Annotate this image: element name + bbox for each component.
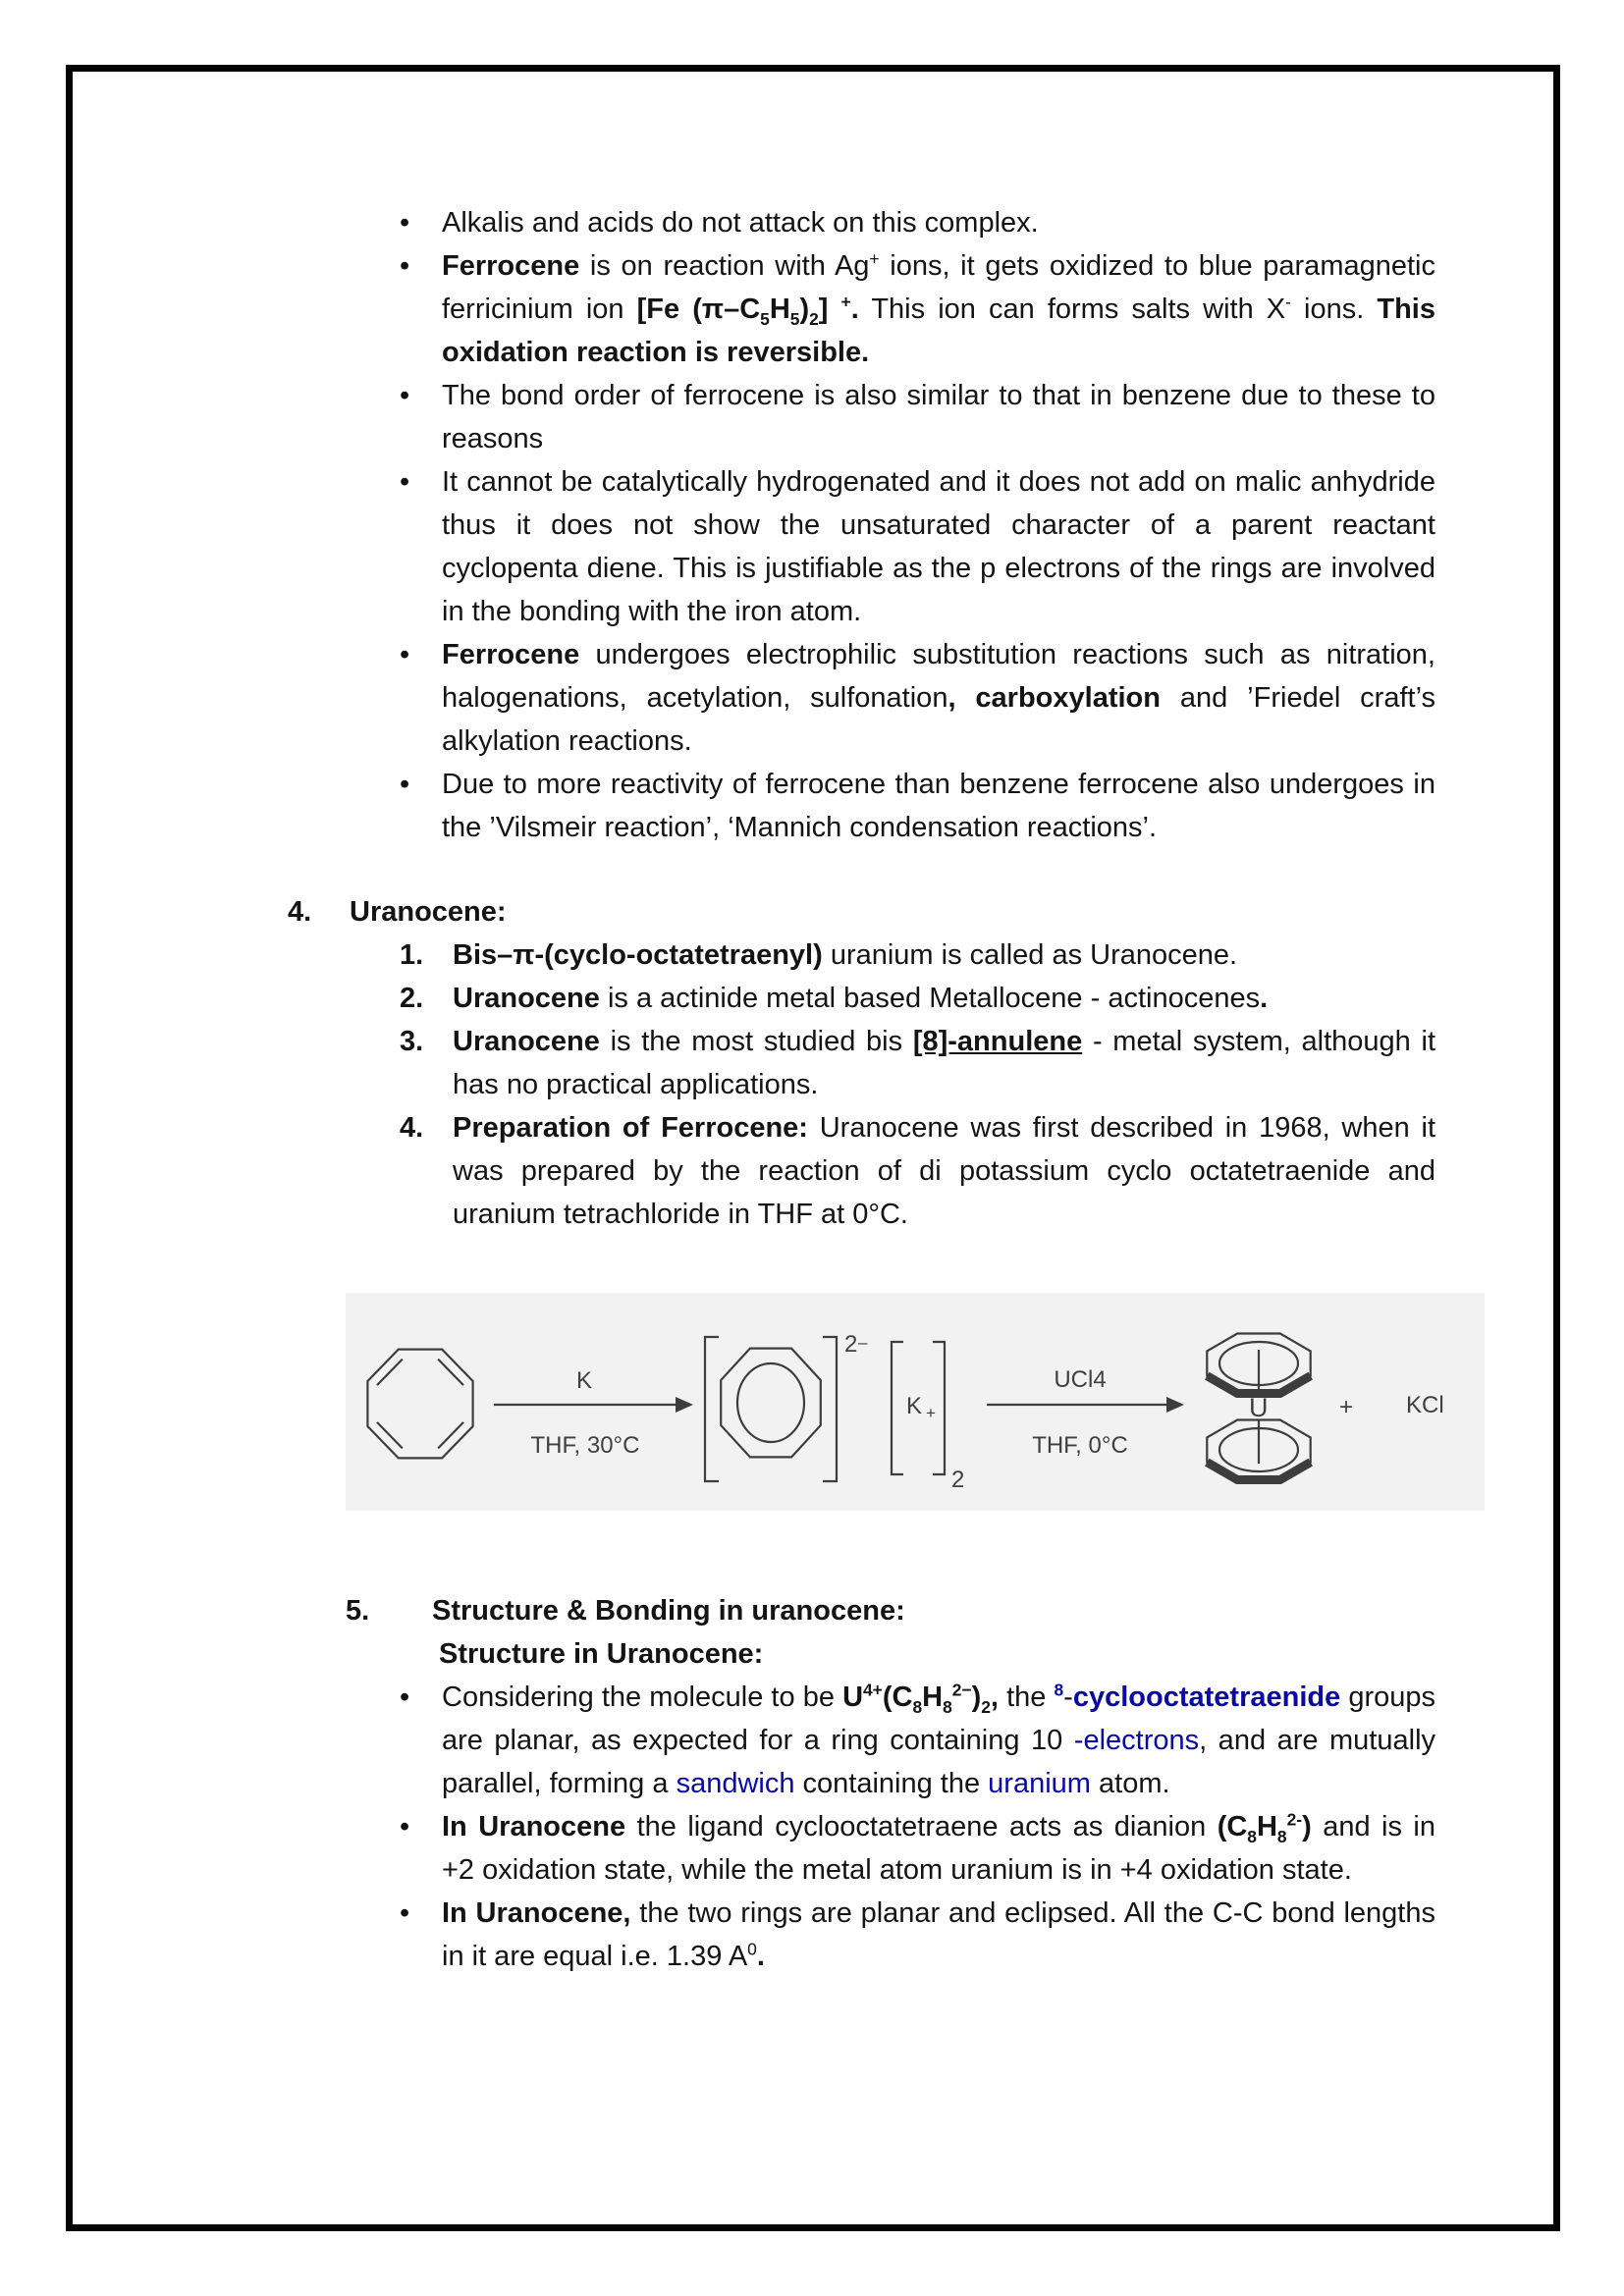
list-item (288, 1805, 1435, 1892)
list-item-text: Ferrocene is on reaction with Ag+ ions, it gets oxidized to blue paramagnetic ferricinium ion [Fe $(\pi-C_5H_5)_2$] +. This ion can forms salts with X- ions. This oxidation reaction is reversible. (442, 248, 1435, 368)
conditions-1-label: THF, 30°C (530, 1432, 640, 1459)
bullet-marker: • (400, 466, 410, 498)
reaction-arrow-2 (987, 1366, 1184, 1459)
page-border-frame (66, 65, 1560, 2231)
number-marker: 3. (400, 1026, 424, 1057)
list-item (288, 460, 1435, 633)
list-item (288, 1106, 1435, 1236)
bullet-marker: • (400, 250, 410, 282)
reaction-scheme-drawing (346, 1293, 1485, 1511)
bullet-marker: • (400, 1811, 410, 1842)
list-item-text: Uranocene is a actinide metal based Metallocene - actinocenes. (453, 983, 1269, 1014)
cyclooctatetraene-molecule (367, 1350, 472, 1459)
section-title: Structure & Bonding in uranocene: (432, 1595, 905, 1627)
list-item (288, 934, 1435, 977)
bullet-marker: • (400, 639, 410, 670)
list-item (288, 374, 1435, 460)
list-item (288, 1676, 1435, 1805)
structure-subtitle: Structure in Uranocene: (439, 1638, 764, 1670)
list-item-text: The bond order of ferrocene is also similar to that in benzene due to these to reasons (442, 380, 1435, 454)
bullet-marker: • (400, 380, 410, 411)
plus-sign: + (1339, 1394, 1354, 1420)
number-marker: 1. (400, 939, 424, 971)
bullet-marker: • (400, 207, 410, 239)
list-item (288, 977, 1435, 1020)
ferrocene-properties-list (288, 201, 1435, 849)
byproduct (1339, 1392, 1444, 1420)
list-item-text: In Uranocene, the two rings are planar and eclipsed. All the C-C bond lengths in it are equal i.e. 1.39 $A^0$. (442, 1897, 1435, 1972)
bullet-marker: • (400, 1682, 410, 1713)
reagent-ucl4-label: UCl4 (1054, 1366, 1107, 1393)
kcl-label: KCl (1406, 1392, 1444, 1418)
cot-dianion (705, 1331, 868, 1481)
charge-sign: – (858, 1333, 868, 1352)
list-item-text: In Uranocene the ligand cyclooctatetraene acts as dianion $(C_8H_8^{2-})$ and is in +2 oxidation state, while the metal atom uranium is in +4 oxidation state. (442, 1809, 1436, 1886)
list-item-text: Considering the molecule to be $U^{4+}(C_8H_8^{2-})_2$, the $^8$-cyclooctatetraenide groups are planar, as expected for a ring containing 10 -electrons, and are mutually parallel, forming a sandwich containing the uranium atom. (442, 1680, 1436, 1799)
page-content (288, 201, 1444, 1978)
bullet-marker: • (400, 769, 410, 800)
list-item-text: Preparation of Ferrocene: Uranocene was first described in 1968, when it was prepared by the reaction of di potassium cyclo octatetraenide and uranium tetrachloride in THF at 0°C. (453, 1112, 1436, 1230)
list-item (288, 1020, 1435, 1106)
section-heading-uranocene (288, 890, 1435, 934)
cation-k-label: K (906, 1393, 923, 1419)
section-number: 5. (346, 1595, 370, 1627)
section-heading-structure-bonding (346, 1589, 1435, 1632)
reagent-k-label: K (575, 1367, 593, 1394)
section-number: 4. (288, 896, 312, 928)
cation-count-label: 2 (951, 1467, 965, 1493)
list-item (288, 1892, 1435, 1978)
list-item (288, 201, 1435, 244)
potassium-cation (892, 1342, 964, 1493)
uranocene-preparation-reaction-scheme (346, 1293, 1485, 1511)
list-item (288, 244, 1435, 374)
number-marker: 4. (400, 1112, 424, 1144)
list-item-text: Due to more reactivity of ferrocene than benzene ferrocene also undergoes in the ’Vilsmeir reaction’, ‘Mannich condensation reactions’. (442, 769, 1435, 843)
list-item (288, 763, 1435, 849)
bullet-marker: • (400, 1897, 410, 1929)
conditions-2-label: THF, 0°C (1032, 1432, 1128, 1459)
list-item (288, 633, 1435, 763)
number-marker: 2. (400, 983, 424, 1014)
charge-label: 2 (844, 1331, 858, 1358)
list-item-text: Uranocene is the most studied bis [8]-annulene - metal system, although it has no practical applications. (453, 1026, 1436, 1100)
structure-bullets-list (288, 1676, 1435, 1978)
uranocene-numbered-list (288, 934, 1435, 1236)
list-item-text: Bis–π-(cyclo-octatetraenyl) uranium is called as Uranocene. (453, 939, 1238, 971)
reaction-arrow-1 (494, 1367, 693, 1459)
list-item-text: Alkalis and acids do not attack on this complex. (442, 207, 1039, 239)
uranium-atom-label: U (1249, 1393, 1269, 1422)
uranocene-molecule (1207, 1334, 1310, 1480)
cation-plus-sign: + (926, 1404, 936, 1422)
section-title: Uranocene: (350, 896, 507, 928)
list-item-text: It cannot be catalytically hydrogenated and it does not add on malic anhydride thus it does not show the unsaturated character of a parent reactant cyclopenta diene. This is justifiable as the p electrons of the rings are involved in the bonding with the iron atom. (442, 466, 1435, 627)
list-item-text: Ferrocene undergoes electrophilic substitution reactions such as nitration, halogenations, acetylation, sulfonation, carboxylation and ’Friedel craft’s alkylation reactions. (442, 639, 1435, 757)
